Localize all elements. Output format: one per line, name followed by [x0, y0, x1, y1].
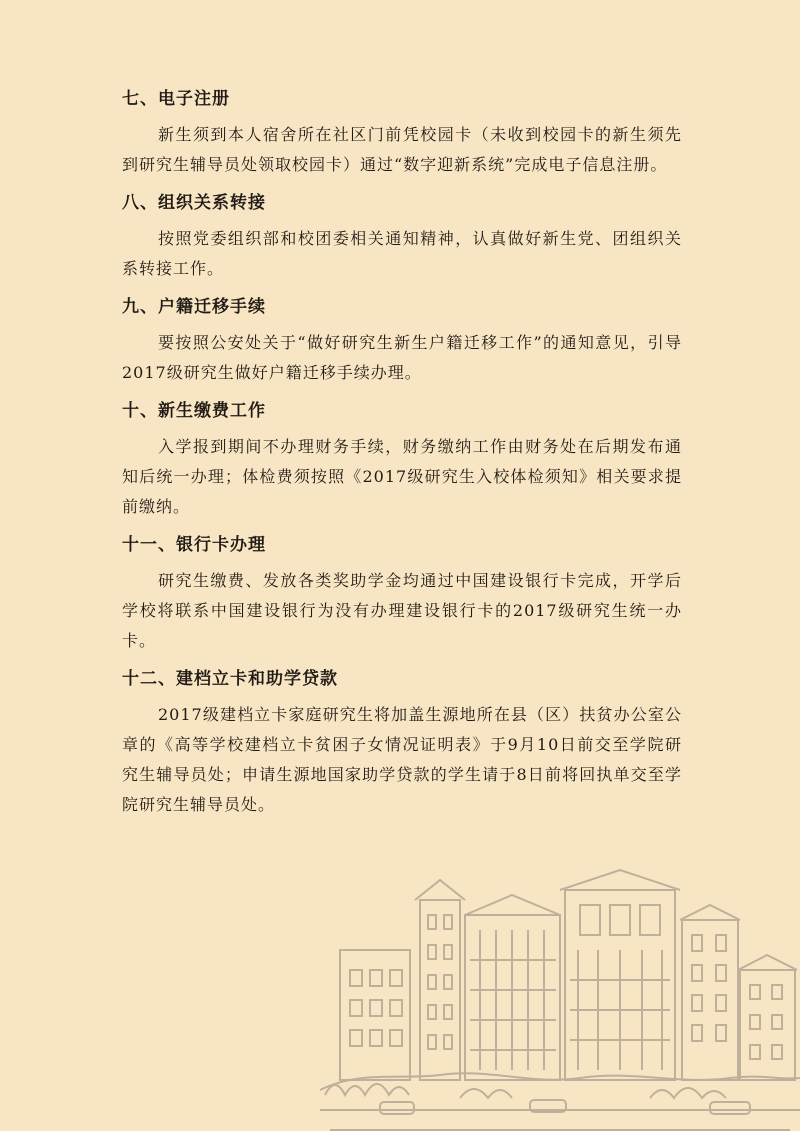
- section-heading: 九、户籍迁移手续: [122, 297, 266, 317]
- section-electronic-registration: [122, 84, 682, 180]
- section-paragraph: 入学报到期间不办理财务手续，财务缴纳工作由财务处在后期发布通知后统一办理；体检费须按照《2017级研究生入校体检须知》相关要求提前缴纳。: [122, 437, 682, 516]
- section-fee-payment: [122, 396, 682, 522]
- section-paragraph: 要按照公安处关于“做好研究生新生户籍迁移工作”的通知意见，引导2017级研究生做好户籍迁移手续办理。: [122, 333, 682, 382]
- section-heading: 七、电子注册: [122, 89, 230, 109]
- section-household-registration: [122, 292, 682, 388]
- section-bank-card: [122, 530, 682, 656]
- campus-building-illustration: [320, 860, 800, 1131]
- section-student-loan: [122, 664, 682, 820]
- section-heading: 十一、银行卡办理: [122, 535, 266, 555]
- section-paragraph: 新生须到本人宿舍所在社区门前凭校园卡（未收到校园卡的新生须先到研究生辅导员处领取校园卡）通过“数字迎新系统”完成电子信息注册。: [122, 125, 682, 174]
- section-paragraph: 按照党委组织部和校团委相关通知精神，认真做好新生党、团组织关系转接工作。: [122, 229, 682, 278]
- section-heading: 十二、建档立卡和助学贷款: [122, 669, 338, 689]
- section-paragraph: 2017级建档立卡家庭研究生将加盖生源地所在县（区）扶贫办公室公章的《高等学校建档立卡贫困子女情况证明表》于9月10日前交至学院研究生辅导员处；申请生源地国家助学贷款的学生请于8日前将回执单交至学院研究生辅导员处。: [122, 705, 682, 814]
- section-organization-transfer: [122, 188, 682, 284]
- document-body: [122, 84, 682, 828]
- section-heading: 十、新生缴费工作: [122, 401, 266, 421]
- section-paragraph: 研究生缴费、发放各类奖助学金均通过中国建设银行卡完成，开学后学校将联系中国建设银行为没有办理建设银行卡的2017级研究生统一办卡。: [122, 571, 682, 650]
- section-heading: 八、组织关系转接: [122, 193, 266, 213]
